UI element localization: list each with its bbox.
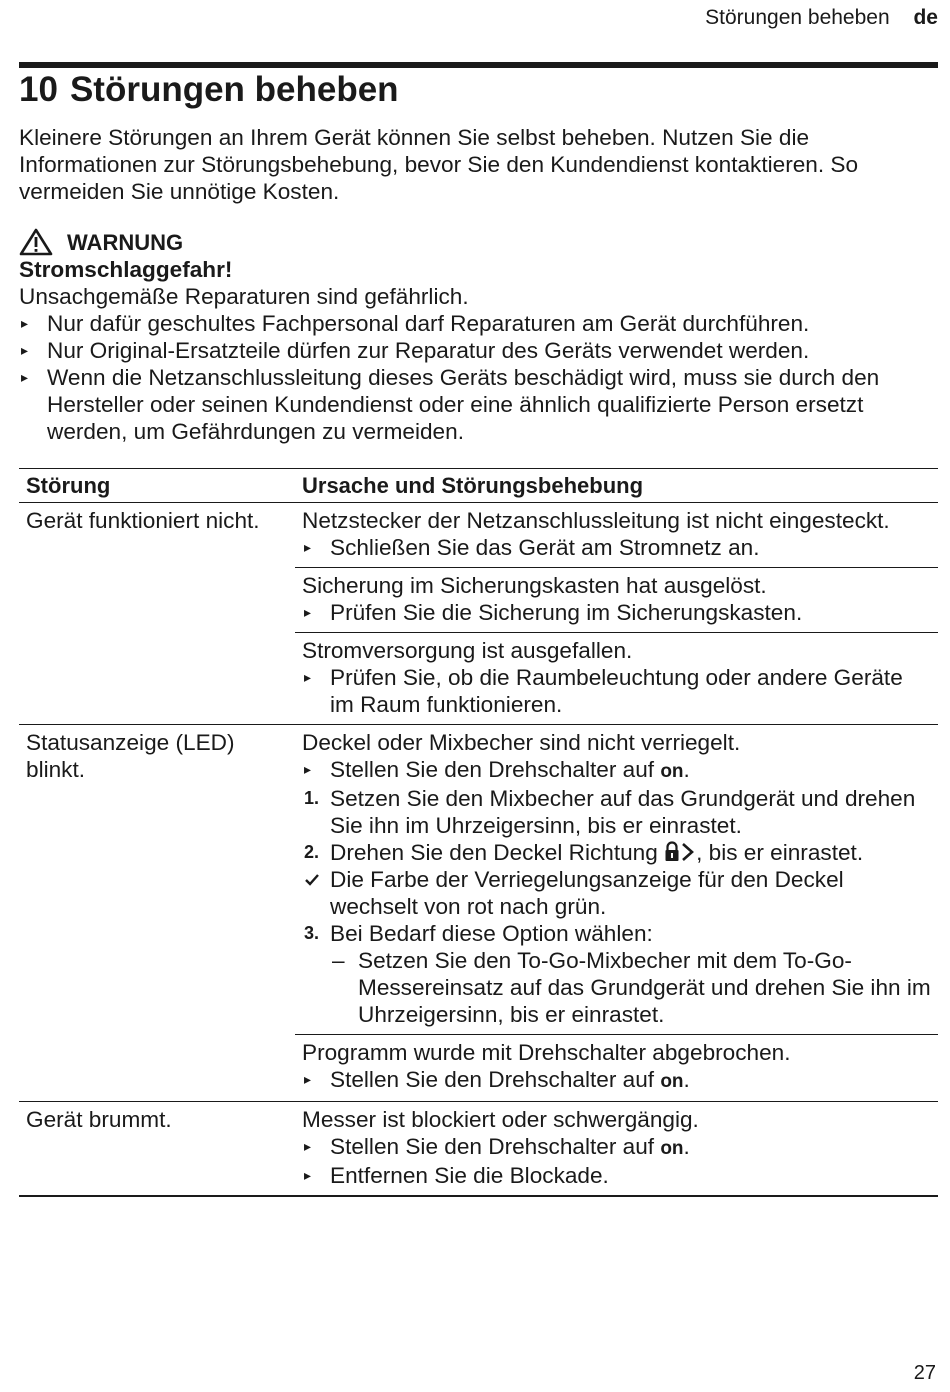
- triangle-bullet-icon: ▸: [304, 539, 312, 555]
- triangle-bullet-icon: ▸: [21, 315, 29, 331]
- cause-cell: Netzstecker der Netzanschlussleitung ist nicht eingesteckt. ▸ Schließen Sie das Gerät am Stromnetz an.: [295, 503, 938, 568]
- warning-hazard: Stromschlaggefahr!: [19, 257, 233, 282]
- action-item: ▸ Schließen Sie das Gerät am Stromnetz an.: [304, 535, 760, 560]
- result-item: Die Farbe der Verriegelungsanzeige für den Deckel wechselt von rot nach grün.: [302, 866, 932, 920]
- intro-paragraph: Kleinere Störungen an Ihrem Gerät können Sie selbst beheben. Nutzen Sie die Informationen zur Störungsbehebung, bevor Sie den Kundendienst kontaktieren. So vermeiden Sie unnötige Kosten.: [19, 125, 859, 204]
- action-item: ▸ Stellen Sie den Drehschalter auf on.: [304, 1067, 690, 1092]
- header-language: de: [913, 6, 938, 29]
- cause-cell: Messer ist blockiert oder schwergängig. ▸ Stellen Sie den Drehschalter auf on. ▸ Entfernen Sie die Blockade.: [295, 1102, 938, 1197]
- warning-item: ▸ Wenn die Netzanschlussleitung dieses Geräts beschädigt wird, muss sie durch den Hersteller oder seinen Kundendienst oder eine ähnlich qualifizierte Person ersetzt werden, um Gefährdungen zu vermeiden.: [21, 365, 880, 444]
- column-header-fault: Störung: [19, 469, 295, 503]
- step-item: 3. Bei Bedarf diese Option wählen:: [304, 921, 653, 946]
- running-header: [705, 6, 938, 30]
- column-header-cause: Ursache und Störungsbehebung: [295, 469, 938, 503]
- warning-block: [19, 228, 939, 445]
- warning-label: WARNUNG: [67, 229, 184, 255]
- fault-cell: Gerät brummt.: [19, 1102, 295, 1197]
- triangle-bullet-icon: ▸: [304, 669, 312, 685]
- step-number: 2.: [304, 842, 320, 862]
- option-item: – Setzen Sie den To-Go-Mixbecher mit dem To-Go-Messereinsatz auf das Grundgerät und drehen Sie ihn im Uhrzeigersinn, bis er einrastet.: [332, 948, 931, 1027]
- fault-cell: Statusanzeige (LED) blinkt.: [19, 725, 295, 1102]
- checkmark-icon: [304, 866, 320, 893]
- cause-cell: Stromversorgung ist ausgefallen. ▸ Prüfen Sie, ob die Raumbeleuchtung oder andere Geräte im Raum funktionieren.: [295, 633, 938, 725]
- chapter-title: Störungen beheben: [69, 70, 399, 109]
- triangle-bullet-icon: ▸: [21, 342, 29, 358]
- step-item: 1. Setzen Sie den Mixbecher auf das Grundgerät und drehen Sie ihn im Uhrzeigersinn, bis er einrastet.: [304, 786, 916, 838]
- action-item: ▸ Stellen Sie den Drehschalter auf on.: [304, 757, 690, 782]
- warning-triangle-icon: [19, 228, 53, 256]
- header-rule: [19, 62, 938, 68]
- on-label: on: [660, 761, 684, 782]
- table-header-row: [19, 469, 938, 503]
- triangle-bullet-icon: ▸: [304, 1167, 312, 1183]
- on-label: on: [660, 1138, 684, 1159]
- triangle-bullet-icon: ▸: [304, 761, 312, 777]
- page-number: 27: [913, 1362, 936, 1384]
- warning-item: ▸ Nur Original-Ersatzteile dürfen zur Reparatur des Geräts verwendet werden.: [21, 338, 810, 363]
- action-item: ▸ Entfernen Sie die Blockade.: [304, 1163, 609, 1188]
- warning-item: ▸ Nur dafür geschultes Fachpersonal darf Reparaturen am Gerät durchführen.: [21, 311, 810, 336]
- on-label: on: [660, 1071, 684, 1092]
- chapter-heading: [19, 70, 399, 110]
- table-row: [19, 1102, 938, 1197]
- table-row: [19, 725, 938, 1035]
- warning-list: [19, 310, 939, 445]
- cause-cell: Sicherung im Sicherungskasten hat ausgelöst. ▸ Prüfen Sie die Sicherung im Sicherungskasten.: [295, 568, 938, 633]
- step-number: 1.: [304, 788, 320, 808]
- triangle-bullet-icon: ▸: [304, 1138, 312, 1154]
- action-item: ▸ Prüfen Sie, ob die Raumbeleuchtung oder andere Geräte im Raum funktionieren.: [304, 665, 903, 717]
- step-item: 2. Drehen Sie den Deckel Richtung , bis er einrastet.: [304, 840, 864, 865]
- action-item: ▸ Prüfen Sie die Sicherung im Sicherungskasten.: [304, 600, 803, 625]
- triangle-bullet-icon: ▸: [21, 369, 29, 385]
- triangle-bullet-icon: ▸: [304, 1071, 312, 1087]
- action-item: ▸ Stellen Sie den Drehschalter auf on.: [304, 1134, 690, 1159]
- warning-text: Unsachgemäße Reparaturen sind gefährlich.: [19, 284, 469, 309]
- dash-bullet: –: [332, 948, 345, 973]
- cause-cell: Deckel oder Mixbecher sind nicht verriegelt. ▸ Stellen Sie den Drehschalter auf on. 1. Setzen Sie den Mixbecher auf das Grundgerät und drehen Sie ihn im Uhrzeigersinn, bis er einrastet. 2. Drehen Sie den Deckel Richtung , bis er einrastet. Die Farbe der Verriegelungsanzeige für den Deckel wechselt von rot nach grün. 3. Bei Bedarf diese Option wählen: – Setzen Sie den To-Go-Mixbecher mit dem To-Go-Messereinsatz auf das Grundgerät und drehen Sie ihn im Uhrzeigersinn, bis er einrastet.: [295, 725, 938, 1035]
- lock-direction-icon: [664, 841, 696, 863]
- fault-cell: Gerät funktioniert nicht.: [19, 503, 295, 725]
- table-row: [19, 503, 938, 568]
- cause-cell: Programm wurde mit Drehschalter abgebrochen. ▸ Stellen Sie den Drehschalter auf on.: [295, 1035, 938, 1102]
- troubleshooting-table: [19, 468, 938, 1197]
- triangle-bullet-icon: ▸: [304, 604, 312, 620]
- chapter-number: 10: [19, 70, 58, 109]
- warning-title: [19, 228, 939, 256]
- step-number: 3.: [304, 923, 320, 943]
- header-section-title: Störungen beheben: [705, 6, 890, 29]
